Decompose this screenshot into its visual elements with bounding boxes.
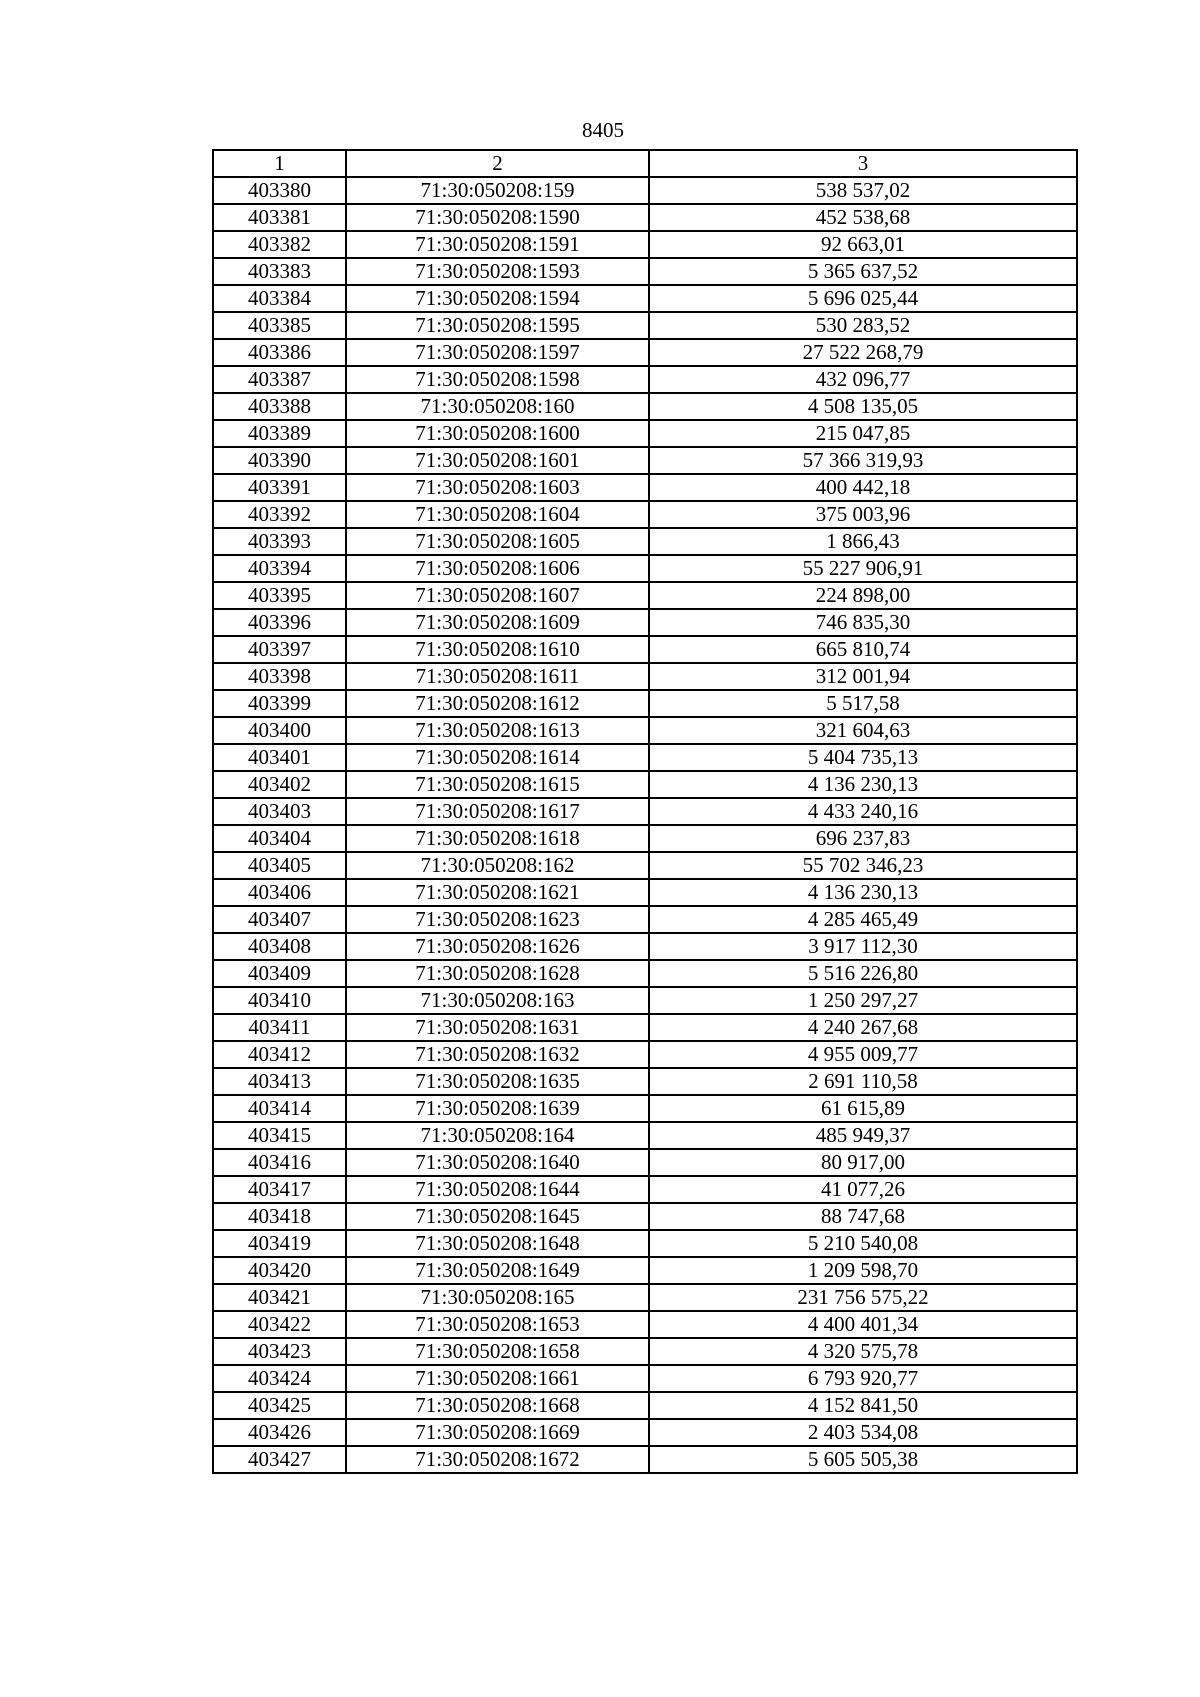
cadastral-number-cell: 71:30:050208:1640 [346,1149,649,1176]
value-cell: 1 866,43 [649,528,1077,555]
value-cell: 55 702 346,23 [649,852,1077,879]
table-row [213,798,1077,825]
value-cell: 92 663,01 [649,231,1077,258]
row-number-cell: 403396 [213,609,346,636]
table-row [213,744,1077,771]
value-cell: 1 209 598,70 [649,1257,1077,1284]
value-cell: 5 517,58 [649,690,1077,717]
table-row [213,1041,1077,1068]
cadastral-number-cell: 71:30:050208:1672 [346,1446,649,1473]
cadastral-number-cell: 71:30:050208:1591 [346,231,649,258]
cadastral-number-cell: 71:30:050208:1601 [346,447,649,474]
table-row [213,636,1077,663]
value-cell: 432 096,77 [649,366,1077,393]
value-cell: 5 516 226,80 [649,960,1077,987]
row-number-cell: 403409 [213,960,346,987]
cadastral-number-cell: 71:30:050208:1597 [346,339,649,366]
row-number-cell: 403389 [213,420,346,447]
cadastral-number-cell: 71:30:050208:1607 [346,582,649,609]
table-row [213,663,1077,690]
cadastral-number-cell: 71:30:050208:1623 [346,906,649,933]
value-cell: 5 696 025,44 [649,285,1077,312]
table-row [213,177,1077,204]
table-row [213,879,1077,906]
value-cell: 4 240 267,68 [649,1014,1077,1041]
table-row [213,771,1077,798]
value-cell: 27 522 268,79 [649,339,1077,366]
cadastral-number-cell: 71:30:050208:164 [346,1122,649,1149]
cadastral-number-cell: 71:30:050208:1649 [346,1257,649,1284]
row-number-cell: 403399 [213,690,346,717]
table-row [213,285,1077,312]
table-row [213,1203,1077,1230]
value-cell: 538 537,02 [649,177,1077,204]
table-row [213,987,1077,1014]
row-number-cell: 403402 [213,771,346,798]
table-row [213,447,1077,474]
row-number-cell: 403403 [213,798,346,825]
table-row [213,1122,1077,1149]
cadastral-number-cell: 71:30:050208:1594 [346,285,649,312]
row-number-cell: 403416 [213,1149,346,1176]
row-number-cell: 403386 [213,339,346,366]
cadastral-number-cell: 71:30:050208:163 [346,987,649,1014]
cadastral-number-cell: 71:30:050208:1618 [346,825,649,852]
value-cell: 452 538,68 [649,204,1077,231]
row-number-cell: 403384 [213,285,346,312]
table-header-row [213,150,1077,177]
table-row [213,501,1077,528]
row-number-cell: 403390 [213,447,346,474]
table-body [213,177,1077,1473]
value-cell: 321 604,63 [649,717,1077,744]
cadastral-number-cell: 71:30:050208:1668 [346,1392,649,1419]
table-row [213,609,1077,636]
cadastral-number-cell: 71:30:050208:165 [346,1284,649,1311]
table-row [213,1311,1077,1338]
row-number-cell: 403412 [213,1041,346,1068]
row-number-cell: 403410 [213,987,346,1014]
row-number-cell: 403391 [213,474,346,501]
row-number-cell: 403397 [213,636,346,663]
row-number-cell: 403392 [213,501,346,528]
value-cell: 6 793 920,77 [649,1365,1077,1392]
table-row [213,1419,1077,1446]
row-number-cell: 403423 [213,1338,346,1365]
row-number-cell: 403419 [213,1230,346,1257]
table-row [213,1230,1077,1257]
row-number-cell: 403418 [213,1203,346,1230]
row-number-cell: 403405 [213,852,346,879]
value-cell: 5 210 540,08 [649,1230,1077,1257]
table-row [213,1095,1077,1122]
cadastral-number-cell: 71:30:050208:1612 [346,690,649,717]
value-cell: 4 400 401,34 [649,1311,1077,1338]
value-cell: 746 835,30 [649,609,1077,636]
value-cell: 88 747,68 [649,1203,1077,1230]
cadastral-number-cell: 71:30:050208:1644 [346,1176,649,1203]
table-row [213,933,1077,960]
value-cell: 5 605 505,38 [649,1446,1077,1473]
value-cell: 3 917 112,30 [649,933,1077,960]
table-row [213,582,1077,609]
value-cell: 665 810,74 [649,636,1077,663]
value-cell: 57 366 319,93 [649,447,1077,474]
cadastral-number-cell: 71:30:050208:1604 [346,501,649,528]
table-row [213,474,1077,501]
cadastral-number-cell: 71:30:050208:1626 [346,933,649,960]
value-cell: 4 508 135,05 [649,393,1077,420]
table-row [213,1014,1077,1041]
row-number-cell: 403407 [213,906,346,933]
value-cell: 400 442,18 [649,474,1077,501]
cadastral-number-cell: 71:30:050208:1645 [346,1203,649,1230]
cadastral-number-cell: 71:30:050208:1628 [346,960,649,987]
cadastral-number-cell: 71:30:050208:1611 [346,663,649,690]
table-row [213,1176,1077,1203]
value-cell: 231 756 575,22 [649,1284,1077,1311]
table-row [213,258,1077,285]
row-number-cell: 403422 [213,1311,346,1338]
cadastral-number-cell: 71:30:050208:1605 [346,528,649,555]
value-cell: 4 136 230,13 [649,879,1077,906]
cadastral-number-cell: 71:30:050208:1658 [346,1338,649,1365]
value-cell: 80 917,00 [649,1149,1077,1176]
value-cell: 4 136 230,13 [649,771,1077,798]
table-row [213,852,1077,879]
table-row [213,1446,1077,1473]
cadastral-number-cell: 71:30:050208:1617 [346,798,649,825]
table-row [213,1338,1077,1365]
value-cell: 215 047,85 [649,420,1077,447]
value-cell: 4 433 240,16 [649,798,1077,825]
value-cell: 55 227 906,91 [649,555,1077,582]
table-row [213,1365,1077,1392]
value-cell: 375 003,96 [649,501,1077,528]
value-cell: 5 404 735,13 [649,744,1077,771]
value-cell: 224 898,00 [649,582,1077,609]
row-number-cell: 403424 [213,1365,346,1392]
column-header-3: 3 [649,150,1077,177]
table-row [213,312,1077,339]
cadastral-number-cell: 71:30:050208:1593 [346,258,649,285]
row-number-cell: 403385 [213,312,346,339]
row-number-cell: 403414 [213,1095,346,1122]
row-number-cell: 403425 [213,1392,346,1419]
table-row [213,1284,1077,1311]
value-cell: 485 949,37 [649,1122,1077,1149]
row-number-cell: 403381 [213,204,346,231]
row-number-cell: 403413 [213,1068,346,1095]
row-number-cell: 403404 [213,825,346,852]
cadastral-number-cell: 71:30:050208:1669 [346,1419,649,1446]
value-cell: 61 615,89 [649,1095,1077,1122]
value-cell: 41 077,26 [649,1176,1077,1203]
cadastral-number-cell: 71:30:050208:1614 [346,744,649,771]
row-number-cell: 403427 [213,1446,346,1473]
row-number-cell: 403393 [213,528,346,555]
cadastral-number-cell: 71:30:050208:1615 [346,771,649,798]
row-number-cell: 403408 [213,933,346,960]
cadastral-number-cell: 71:30:050208:162 [346,852,649,879]
table-row [213,420,1077,447]
row-number-cell: 403382 [213,231,346,258]
row-number-cell: 403406 [213,879,346,906]
table-row [213,717,1077,744]
column-header-1: 1 [213,150,346,177]
row-number-cell: 403398 [213,663,346,690]
cadastral-number-cell: 71:30:050208:1631 [346,1014,649,1041]
cadastral-number-cell: 71:30:050208:1635 [346,1068,649,1095]
data-table [212,149,1078,1474]
cadastral-number-cell: 71:30:050208:1653 [346,1311,649,1338]
cadastral-number-cell: 71:30:050208:1613 [346,717,649,744]
table-row [213,393,1077,420]
cadastral-number-cell: 71:30:050208:1595 [346,312,649,339]
value-cell: 2 691 110,58 [649,1068,1077,1095]
row-number-cell: 403401 [213,744,346,771]
value-cell: 530 283,52 [649,312,1077,339]
row-number-cell: 403426 [213,1419,346,1446]
cadastral-number-cell: 71:30:050208:1590 [346,204,649,231]
value-cell: 4 320 575,78 [649,1338,1077,1365]
row-number-cell: 403411 [213,1014,346,1041]
value-cell: 4 955 009,77 [649,1041,1077,1068]
row-number-cell: 403387 [213,366,346,393]
value-cell: 1 250 297,27 [649,987,1077,1014]
table-row [213,960,1077,987]
cadastral-number-cell: 71:30:050208:1609 [346,609,649,636]
cadastral-number-cell: 71:30:050208:1621 [346,879,649,906]
row-number-cell: 403383 [213,258,346,285]
cadastral-number-cell: 71:30:050208:1606 [346,555,649,582]
table-row [213,555,1077,582]
value-cell: 5 365 637,52 [649,258,1077,285]
table-row [213,366,1077,393]
value-cell: 312 001,94 [649,663,1077,690]
cadastral-number-cell: 71:30:050208:1639 [346,1095,649,1122]
cadastral-number-cell: 71:30:050208:1648 [346,1230,649,1257]
row-number-cell: 403380 [213,177,346,204]
table-row [213,231,1077,258]
row-number-cell: 403395 [213,582,346,609]
cadastral-number-cell: 71:30:050208:1600 [346,420,649,447]
table-row [213,1149,1077,1176]
cadastral-number-cell: 71:30:050208:1661 [346,1365,649,1392]
table-row [213,906,1077,933]
table-row [213,204,1077,231]
page-number: 8405 [582,118,624,142]
row-number-cell: 403394 [213,555,346,582]
cadastral-number-cell: 71:30:050208:1610 [346,636,649,663]
cadastral-number-cell: 71:30:050208:1603 [346,474,649,501]
row-number-cell: 403417 [213,1176,346,1203]
table-row [213,1392,1077,1419]
cadastral-number-cell: 71:30:050208:1632 [346,1041,649,1068]
value-cell: 4 285 465,49 [649,906,1077,933]
cadastral-number-cell: 71:30:050208:1598 [346,366,649,393]
table-row [213,528,1077,555]
table-row [213,1257,1077,1284]
row-number-cell: 403400 [213,717,346,744]
row-number-cell: 403415 [213,1122,346,1149]
row-number-cell: 403421 [213,1284,346,1311]
value-cell: 4 152 841,50 [649,1392,1077,1419]
table-row [213,339,1077,366]
cadastral-number-cell: 71:30:050208:160 [346,393,649,420]
table-row [213,690,1077,717]
value-cell: 696 237,83 [649,825,1077,852]
table-row [213,1068,1077,1095]
row-number-cell: 403388 [213,393,346,420]
cadastral-number-cell: 71:30:050208:159 [346,177,649,204]
value-cell: 2 403 534,08 [649,1419,1077,1446]
row-number-cell: 403420 [213,1257,346,1284]
table-row [213,825,1077,852]
column-header-2: 2 [346,150,649,177]
